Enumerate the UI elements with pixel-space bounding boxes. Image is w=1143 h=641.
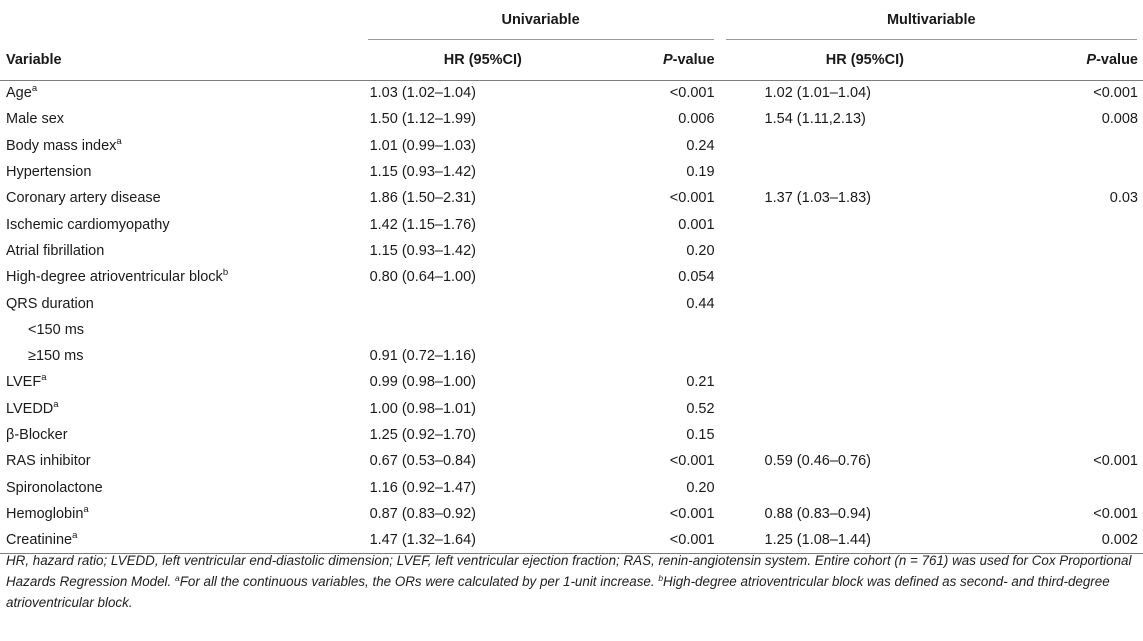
p-univariable-cell: 0.20	[686, 242, 715, 259]
hr-univariable-cell: 1.00 (0.98–1.01)	[369, 400, 476, 417]
p-univariable-cell: 0.15	[686, 427, 715, 443]
p-multivariable-cell	[1010, 396, 1143, 422]
variable-cell: Atrial fibrillation	[6, 242, 105, 259]
hr-multivariable-cell	[720, 422, 1011, 448]
hr-multivariable-cell	[720, 264, 1011, 290]
hr-univariable-cell: 1.03 (1.02–1.04)	[369, 85, 476, 102]
p-multivariable-cell: <0.001	[1093, 85, 1138, 102]
hr-multivariable-cell	[720, 317, 1011, 343]
hr-univariable-cell: 1.01 (0.99–1.03)	[369, 137, 476, 154]
p-multivariable-cell: <0.001	[1093, 453, 1138, 470]
p-univariable-cell: 0.19	[686, 164, 715, 181]
p-multivariable-cell	[1010, 264, 1143, 290]
variable-cell: LVEDD$^a$	[6, 398, 59, 417]
variable-cell: Age$^a$	[6, 83, 38, 102]
p-multivariable-header: P-value	[1010, 40, 1143, 80]
hr-univariable-cell: 1.16 (0.92–1.47)	[369, 479, 476, 496]
variable-cell: ≥150 ms	[28, 348, 84, 365]
p-univariable-cell: 0.001	[678, 216, 715, 233]
p-multivariable-cell: 0.002	[1010, 527, 1143, 553]
p-multivariable-cell	[1010, 211, 1143, 237]
hr-multivariable-cell	[720, 211, 1011, 237]
hr-multivariable-cell	[720, 238, 1011, 264]
p-univariable-cell: 0.006	[678, 111, 715, 128]
p-multivariable-cell	[1010, 422, 1143, 448]
p-univariable-cell: <0.001	[669, 453, 715, 470]
hr-univariable-cell: 1.86 (1.50–2.31)	[369, 190, 476, 207]
hr-univariable-cell: 1.47 (1.32–1.64)	[362, 527, 604, 553]
hr-univariable-cell: 1.15 (0.93–1.42)	[369, 242, 476, 259]
p-multivariable-cell	[1010, 159, 1143, 185]
hr-multivariable-cell: 0.59 (0.46–0.76)	[764, 453, 871, 470]
hr-multivariable-cell: 1.54 (1.11,2.13)	[764, 111, 866, 128]
variable-cell: High-degree atrioventricular block$^b$	[6, 267, 229, 286]
hr-multivariable-cell	[720, 343, 1011, 369]
variable-column-header: Variable	[0, 40, 362, 80]
p-univariable-cell	[604, 343, 720, 369]
p-multivariable-cell	[1010, 343, 1143, 369]
p-univariable-cell: <0.001	[669, 190, 715, 207]
table-row	[0, 185, 1143, 211]
hr-univariable-cell: 1.25 (0.92–1.70)	[369, 427, 476, 443]
table-row	[0, 133, 1143, 159]
hr-multivariable-cell	[720, 474, 1011, 500]
hr-univariable-header: HR (95%CI)	[362, 40, 604, 80]
hr-univariable-cell: 0.91 (0.72–1.16)	[369, 348, 476, 365]
hr-multivariable-cell: 1.02 (1.01–1.04)	[764, 85, 871, 102]
table-row	[0, 238, 1143, 264]
hr-multivariable-cell	[720, 369, 1011, 395]
hr-multivariable-cell	[720, 133, 1011, 159]
multivariable-rule	[726, 39, 1137, 40]
table-row	[0, 264, 1143, 290]
p-univariable-cell: <0.001	[669, 85, 715, 102]
table-row	[0, 396, 1143, 422]
table-footnote: HR, hazard ratio; LVEDD, left ventricular end-diastolic dimension; LVEF, left ventricular ejection fraction; RAS, renin-angiotensin system. Entire cohort (n = 761) was used for Cox Proportional Hazards Regression Model. $^a$For all the continuous variables, the ORs were calculated by per 1-unit increase. $^b$High-degree atrioventricular block was defined as second- and third-degree atrioventricular block.	[6, 553, 1132, 610]
univariable-group-header: Univariable	[362, 0, 720, 40]
variable-cell: Hypertension	[6, 164, 92, 181]
p-univariable-cell: <0.001	[604, 527, 720, 553]
variable-cell: <150 ms	[28, 321, 85, 338]
variable-cell: Spironolactone	[6, 479, 103, 496]
p-multivariable-cell	[1010, 474, 1143, 500]
p-univariable-cell: 0.44	[686, 295, 715, 312]
hr-multivariable-header: HR (95%CI)	[720, 40, 1011, 80]
table-row	[0, 343, 1143, 369]
table-row	[0, 369, 1143, 395]
hr-multivariable-cell: 0.88 (0.83–0.94)	[764, 505, 871, 522]
p-multivariable-cell	[1010, 369, 1143, 395]
p-univariable-cell: 0.20	[686, 479, 715, 496]
p-multivariable-cell	[1010, 133, 1143, 159]
table-row	[0, 211, 1143, 237]
p-multivariable-cell	[1010, 238, 1143, 264]
hr-univariable-cell: 0.80 (0.64–1.00)	[369, 269, 476, 286]
hr-univariable-cell	[362, 290, 604, 316]
p-multivariable-cell	[1010, 290, 1143, 316]
hr-univariable-cell: 1.42 (1.15–1.76)	[369, 216, 476, 233]
variable-cell: Male sex	[6, 111, 65, 128]
hr-univariable-cell: 1.50 (1.12–1.99)	[369, 111, 476, 128]
hr-multivariable-cell: 1.37 (1.03–1.83)	[764, 190, 871, 207]
column-header-row	[0, 40, 1143, 80]
variable-cell: Hemoglobin$^a$	[6, 503, 89, 522]
table-row	[0, 80, 1143, 106]
variable-cell: Body mass index$^a$	[6, 135, 122, 154]
table-row	[0, 159, 1143, 185]
variable-cell: Coronary artery disease	[6, 190, 161, 207]
table-row	[0, 422, 1143, 448]
hr-multivariable-cell	[720, 159, 1011, 185]
p-univariable-cell: 0.21	[686, 374, 715, 391]
table-row	[0, 474, 1143, 500]
p-univariable-cell	[604, 317, 720, 343]
hr-univariable-cell: 1.15 (0.93–1.42)	[369, 164, 476, 181]
hr-multivariable-cell	[720, 396, 1011, 422]
table-row	[0, 290, 1143, 316]
table-row	[0, 501, 1143, 527]
table-row	[0, 448, 1143, 474]
variable-cell: Creatinine$^a$	[0, 527, 362, 553]
table-body	[0, 80, 1143, 553]
p-multivariable-cell: 0.03	[1109, 190, 1138, 207]
hr-univariable-cell	[362, 317, 604, 343]
hr-univariable-cell: 0.67 (0.53–0.84)	[369, 453, 476, 470]
variable-cell: RAS inhibitor	[6, 453, 91, 470]
univariable-rule	[368, 39, 714, 40]
hr-univariable-cell: 0.87 (0.83–0.92)	[369, 505, 476, 522]
p-multivariable-cell	[1010, 317, 1143, 343]
p-univariable-header: P-value	[604, 40, 720, 80]
variable-cell: LVEF$^a$	[6, 372, 47, 391]
table-row	[0, 106, 1143, 132]
hr-multivariable-cell	[720, 290, 1011, 316]
group-header-row	[0, 0, 1143, 40]
table-row	[0, 317, 1143, 343]
variable-cell: QRS duration	[6, 295, 94, 312]
variable-cell: Ischemic cardiomyopathy	[6, 216, 170, 233]
hr-univariable-cell: 0.99 (0.98–1.00)	[369, 374, 476, 391]
p-multivariable-cell: 0.008	[1101, 111, 1138, 128]
p-univariable-cell: 0.52	[686, 400, 715, 417]
multivariable-group-header: Multivariable	[720, 0, 1143, 40]
p-univariable-cell: 0.24	[686, 137, 715, 154]
hr-multivariable-cell: 1.25 (1.08–1.44)	[720, 527, 1011, 553]
p-univariable-cell: 0.054	[678, 269, 715, 286]
p-univariable-cell: <0.001	[669, 505, 715, 522]
p-multivariable-cell: <0.001	[1093, 505, 1138, 522]
variable-cell: β-Blocker	[6, 427, 68, 443]
